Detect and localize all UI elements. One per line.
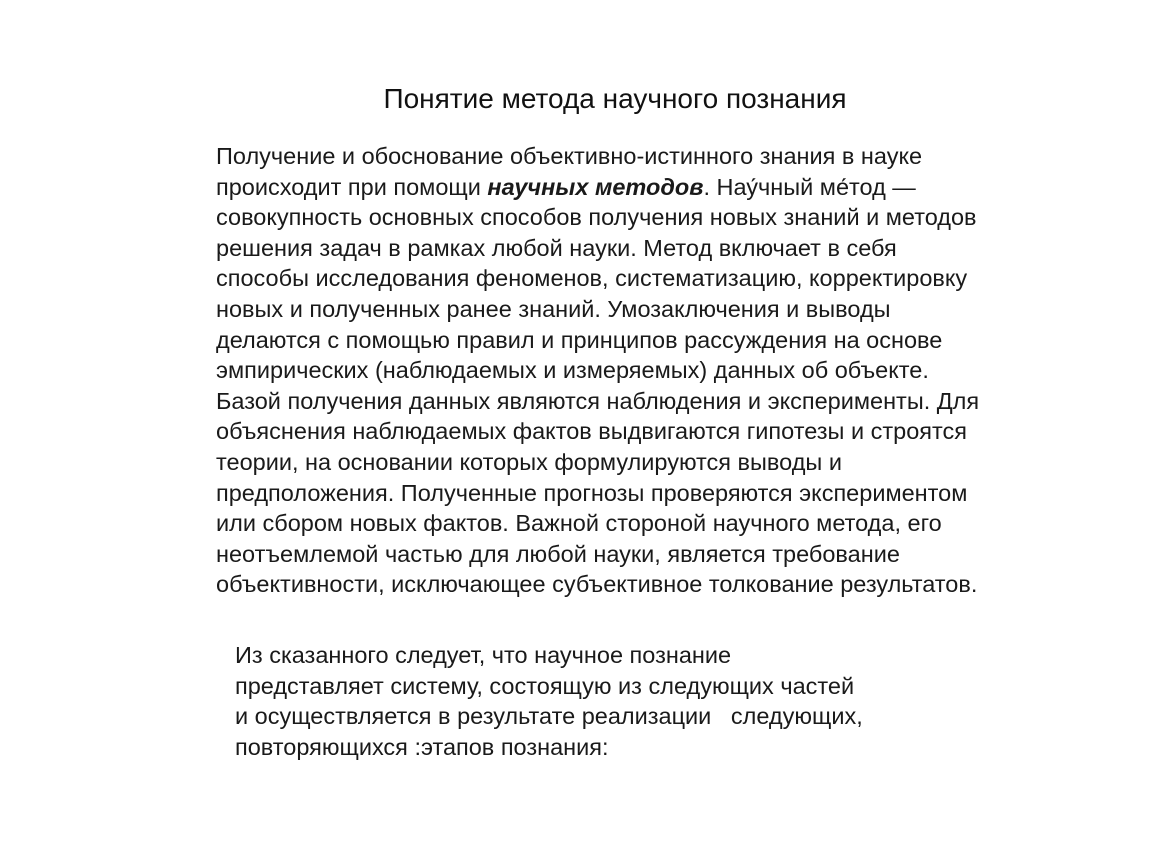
text-line: повторяющихся :этапов познания:: [235, 733, 609, 760]
text-line: и осуществляется в результате реализации следующих,: [235, 703, 863, 729]
paragraph-definition: [216, 141, 1096, 600]
text-line: Базой получения данных являются наблюдения и эксперименты. Для: [216, 387, 980, 414]
text-line: неотъемлемой частью для любой науки, является требование: [216, 540, 900, 567]
text-line: Из сказанного следует, что научное познание: [235, 642, 732, 668]
text-line: решения задач в рамках любой науки. Метод включает в себя: [216, 234, 897, 261]
text-line: совокупность основных способов получения новых знаний и методов: [216, 204, 977, 231]
slide-title: Понятие метода научного познания: [383, 83, 847, 114]
text-line: объяснения наблюдаемых фактов выдвигаются гипотезы и строятся: [216, 418, 967, 445]
text-line: Получение и обоснование объективно-истинного знания в науке: [216, 143, 923, 169]
text-line: способы исследования феноменов, систематизацию, корректировку: [216, 265, 968, 292]
text-segment: . Нау́чный ме́тод —: [703, 173, 916, 200]
text-line: объективности, исключающее субъективное толкование результатов.: [216, 571, 978, 598]
text-line: эмпирических (наблюдаемых и измеряемых) данных об объекте.: [216, 357, 929, 384]
text-line: теории, на основании которых формулируются выводы и: [216, 448, 842, 475]
text-line: делаются с помощью правил и принципов рассуждения на основе: [216, 326, 943, 353]
emphasis-scientific-methods: научных методов: [487, 173, 704, 200]
text-segment: происходит при помощи: [216, 173, 488, 200]
text-line: или сбором новых фактов. Важной стороной научного метода, его: [216, 510, 942, 537]
paragraph-conclusion: [235, 640, 955, 762]
text-line: представляет систему, состоящую из следующих частей: [235, 672, 855, 699]
text-line: предположения. Полученные прогнозы проверяются экспериментом: [216, 479, 968, 506]
text-line: [216, 172, 1096, 203]
text-line: новых и полученных ранее знаний. Умозаключения и выводы: [216, 295, 891, 322]
